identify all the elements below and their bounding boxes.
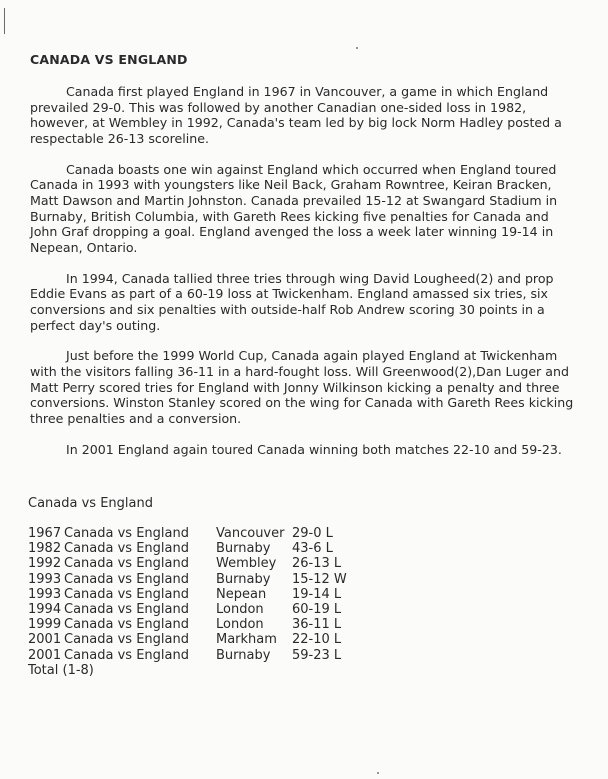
result-score: 26-13 L bbox=[292, 556, 342, 572]
result-match: Canada vs England bbox=[64, 586, 189, 602]
result-venue: London bbox=[216, 617, 264, 633]
result-match: Canada vs England bbox=[64, 526, 189, 541]
paragraph: In 1994, Canada tallied three tries through wing David Lougheed(2) and prop Eddie Evans as part of a 60-19 loss at Twickenham. England amassed six tries, six conversions and six penalties with outside-half Rob Andrew scoring 30 points in a perfect day's outing. bbox=[30, 270, 554, 333]
results-total: Total (1-8) bbox=[28, 662, 94, 678]
result-match: Canada vs England bbox=[64, 541, 189, 557]
result-row bbox=[28, 526, 352, 541]
result-score: 22-10 L bbox=[292, 632, 342, 648]
result-score: 15-12 W bbox=[292, 571, 347, 587]
result-match: Canada vs England bbox=[64, 556, 189, 572]
result-row bbox=[28, 648, 352, 663]
paragraph: In 2001 England again toured Canada winning both matches 22-10 and 59-23. bbox=[66, 441, 562, 457]
result-score: 43-6 L bbox=[292, 541, 333, 557]
result-score: 59-23 L bbox=[292, 647, 342, 663]
result-year: 1993 bbox=[28, 571, 62, 587]
result-row bbox=[28, 602, 352, 617]
result-row bbox=[28, 556, 352, 571]
result-year: 1994 bbox=[28, 602, 62, 618]
result-venue: Markham bbox=[216, 632, 277, 648]
result-score: 19-14 L bbox=[292, 586, 342, 602]
result-venue: Nepean bbox=[216, 586, 267, 602]
article-body bbox=[30, 84, 580, 473]
paragraph: Canada boasts one win against England which occurred when England toured Canada in 1993 with youngsters like Neil Back, Graham Rowntree, Keiran Bracken, Matt Dawson and Martin Johnston. Canada prevailed 15-12 at Swangard Stadium in Burnaby, British Columbia, with Gareth Rees kicking five penalties for Canada and John Graf dropping a goal. England avenged the loss a week later winning 19-14 in Nepean, Ontario. bbox=[30, 161, 558, 255]
result-venue: Burnaby bbox=[216, 647, 271, 663]
result-row bbox=[28, 632, 352, 647]
result-match: Canada vs England bbox=[64, 602, 189, 618]
scan-speck bbox=[356, 47, 358, 49]
result-year: 1993 bbox=[28, 586, 62, 602]
result-row bbox=[28, 572, 352, 587]
result-venue: London bbox=[216, 602, 264, 618]
result-venue: Vancouver bbox=[216, 526, 285, 541]
results-heading: Canada vs England bbox=[28, 496, 153, 511]
results-list bbox=[28, 526, 352, 678]
result-match: Canada vs England bbox=[64, 571, 189, 587]
result-venue: Burnaby bbox=[216, 541, 271, 557]
result-year: 1999 bbox=[28, 617, 62, 633]
result-score: 36-11 L bbox=[292, 617, 342, 633]
result-venue: Wembley bbox=[216, 556, 277, 572]
result-venue: Burnaby bbox=[216, 571, 271, 587]
result-row bbox=[28, 617, 352, 632]
result-match: Canada vs England bbox=[64, 647, 189, 663]
paragraph: Canada first played England in 1967 in Vancouver, a game in which England prevailed 29-0. This was followed by another Canadian one-sided loss in 1982, however, at Wembley in 1992, Canada's team led by big lock Norm Hadley posted a respectable 26-13 scoreline. bbox=[30, 84, 562, 146]
result-year: 1967 bbox=[28, 526, 62, 541]
result-year: 1982 bbox=[28, 541, 62, 557]
paragraph: Just before the 1999 World Cup, Canada again played England at Twickenham with the visitors falling 36-11 in a hard-fought loss. Will Greenwood(2),Dan Luger and Matt Perry scored tries for England with Jonny Wilkinson kicking a penalty and three conversions. Winston Stanley scored on the wing for Canada with Gareth Rees kicking three penalties and a conversion. bbox=[30, 348, 574, 426]
result-match: Canada vs England bbox=[64, 632, 189, 648]
scan-margin-mark bbox=[4, 8, 5, 34]
result-score: 60-19 L bbox=[292, 602, 342, 618]
result-year: 2001 bbox=[28, 647, 62, 663]
result-year: 1992 bbox=[28, 556, 62, 572]
result-row bbox=[28, 587, 352, 602]
result-row bbox=[28, 541, 352, 556]
result-match: Canada vs England bbox=[64, 617, 189, 633]
result-score: 29-0 L bbox=[292, 526, 333, 541]
scan-speck bbox=[377, 772, 379, 774]
result-year: 2001 bbox=[28, 632, 62, 648]
document-title: CANADA VS ENGLAND bbox=[30, 52, 188, 67]
